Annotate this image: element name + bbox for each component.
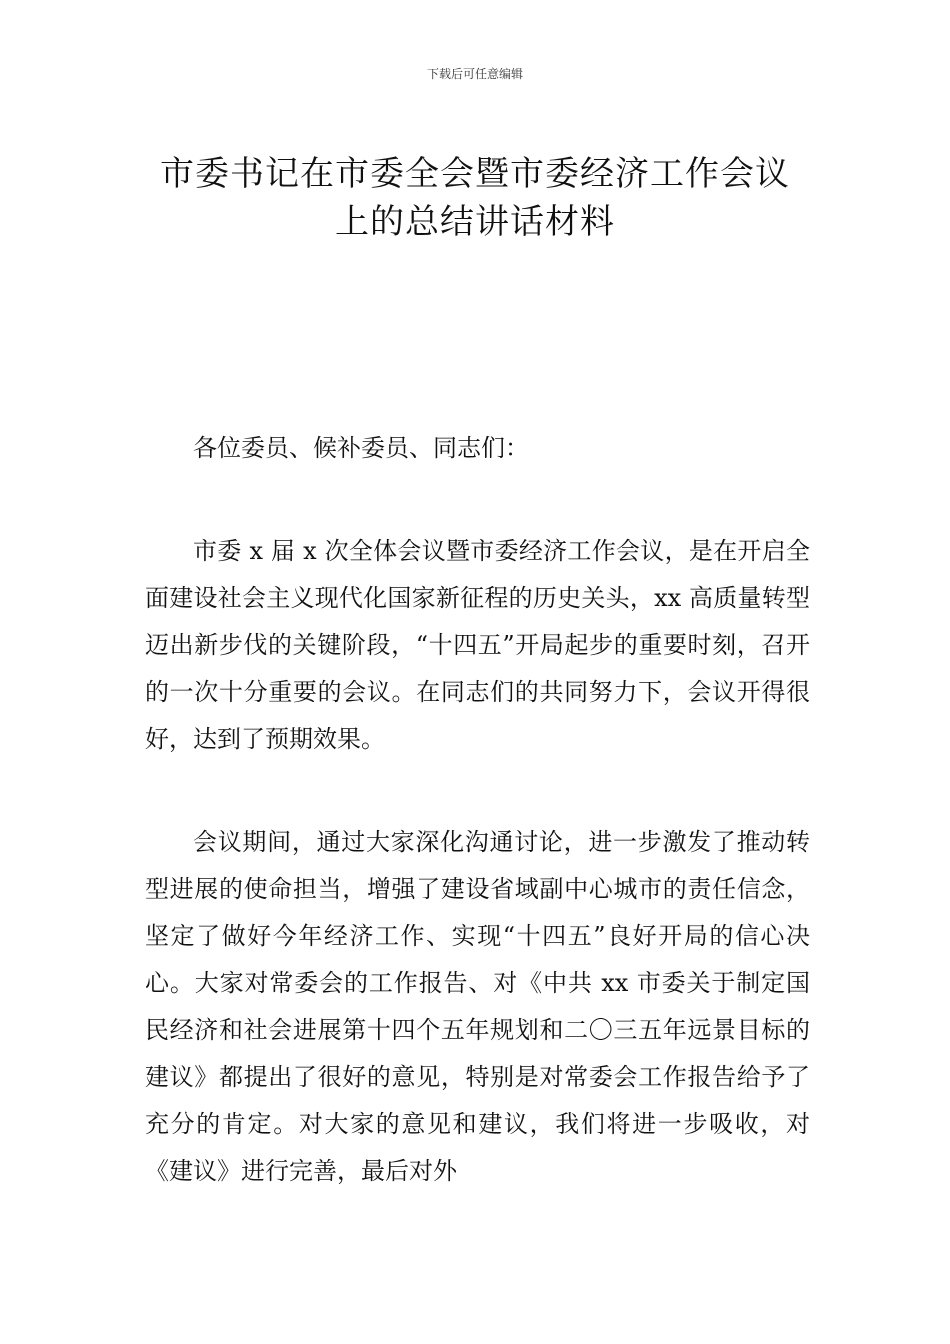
document-body: [145, 425, 810, 1195]
document-title: [95, 150, 855, 246]
document-title-line-2: 上的总结讲话材料: [335, 201, 615, 242]
paragraph-gap: [145, 763, 810, 819]
body-paragraph-1: 市委 x 届 x 次全体会议暨市委经济工作会议，是在开启全面建设社会主义现代化国家新征程的历史关头，xx 高质量转型迈出新步伐的关键阶段，“十四五”开局起步的重要时刻，召开的一次十分重要的会议。在同志们的共同努力下，会议开得很好，达到了预期效果。: [145, 537, 810, 753]
body-paragraph-2: 会议期间，通过大家深化沟通讨论，进一步激发了推动转型进展的使命担当，增强了建设省域副中心城市的责任信念，坚定了做好今年经济工作、实现“十四五”良好开局的信心决心。大家对常委会的工作报告、对《中共 xx 市委关于制定国民经济和社会进展第十四个五年规划和二〇三五年远景目标的建议》都提出了很好的意见，特别是对常委会工作报告给予了充分的肯定。对大家的意见和建议，我们将进一步吸收，对《建议》进行完善，最后对外: [145, 828, 810, 1185]
salutation: 各位委员、候补委员、同志们：: [193, 434, 529, 462]
header-note: 下载后可任意编辑: [426, 67, 523, 81]
document-title-line-1: 市委书记在市委全会暨市委经济工作会议: [160, 153, 790, 194]
paragraph-gap: [145, 472, 810, 528]
